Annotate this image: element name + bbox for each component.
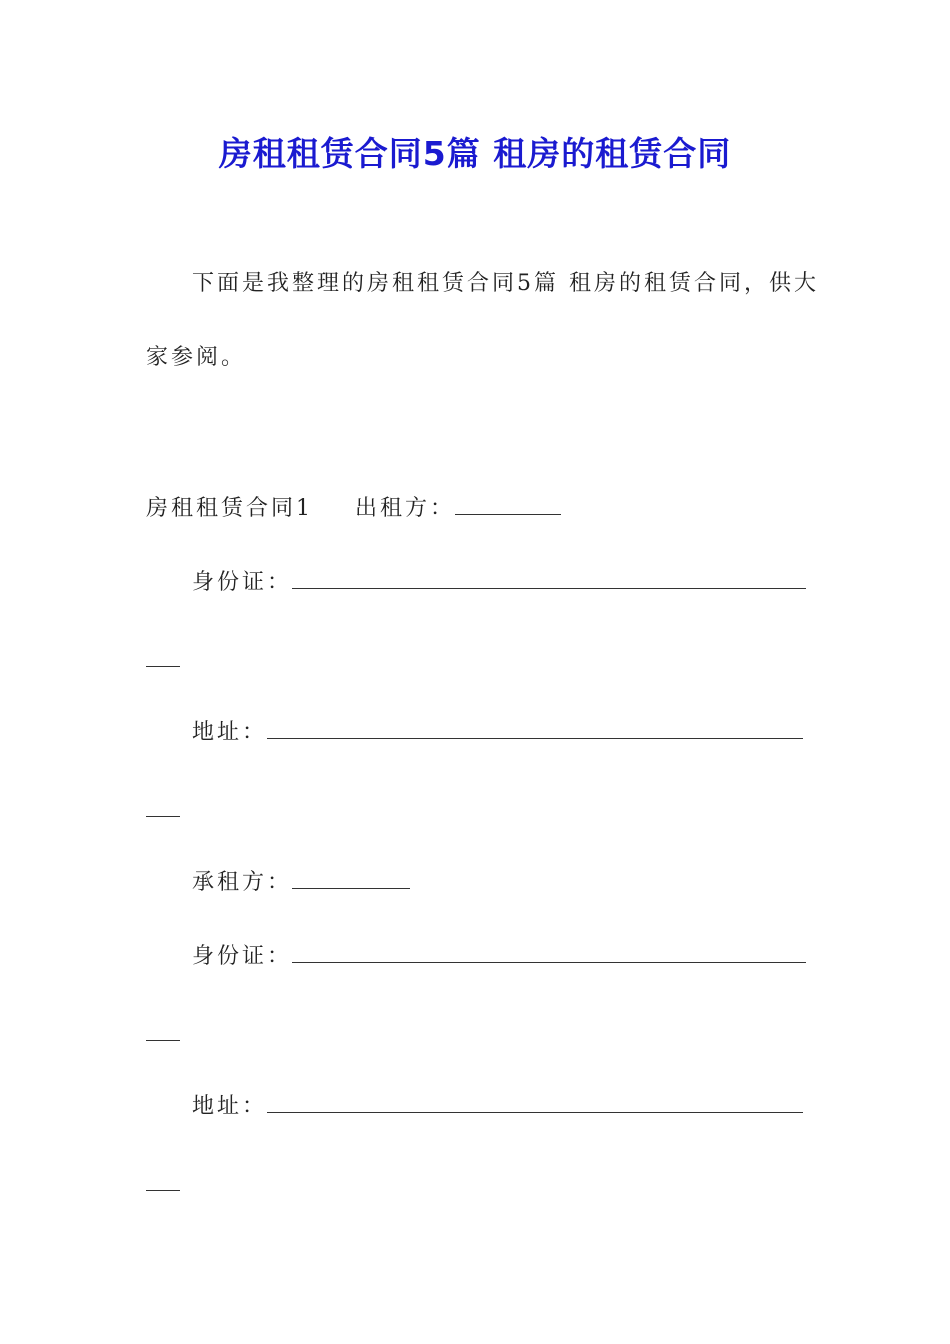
lessee-address-blank-continued — [146, 1190, 180, 1191]
lessee-label: 承租方： — [192, 870, 293, 895]
contract-heading: 房租租赁合同1 — [146, 496, 313, 521]
lessee-id-row — [192, 942, 806, 972]
lessor-label: 出租方： — [355, 496, 456, 521]
lessor-id-blank-continued — [146, 666, 180, 667]
lessee-id-blank-continued — [146, 1040, 180, 1041]
intro-line-2: 家参阅。 — [146, 345, 247, 370]
contract-heading-row — [146, 494, 561, 524]
lessee-address-row — [192, 1092, 803, 1122]
lessor-id-row — [192, 568, 806, 598]
lessee-address-label: 地址： — [192, 1094, 268, 1119]
lessor-name-blank — [455, 496, 561, 515]
lessor-address-label: 地址： — [192, 720, 268, 745]
lessee-row — [192, 868, 410, 898]
intro-line-1: 下面是我整理的房租租赁合同5篇 租房的租赁合同，供大 — [192, 271, 819, 296]
lessee-address-blank — [267, 1094, 803, 1113]
lessor-address-blank-continued — [146, 816, 180, 817]
lessor-address-row — [192, 718, 803, 748]
document-title: 房租租赁合同5篇 租房的租赁合同 — [218, 134, 732, 173]
lessor-id-blank — [292, 570, 806, 589]
lessor-id-label: 身份证： — [192, 570, 293, 595]
lessee-id-label: 身份证： — [192, 944, 293, 969]
lessor-address-blank — [267, 720, 803, 739]
lessee-id-blank — [292, 944, 806, 963]
lessee-name-blank — [292, 870, 410, 889]
